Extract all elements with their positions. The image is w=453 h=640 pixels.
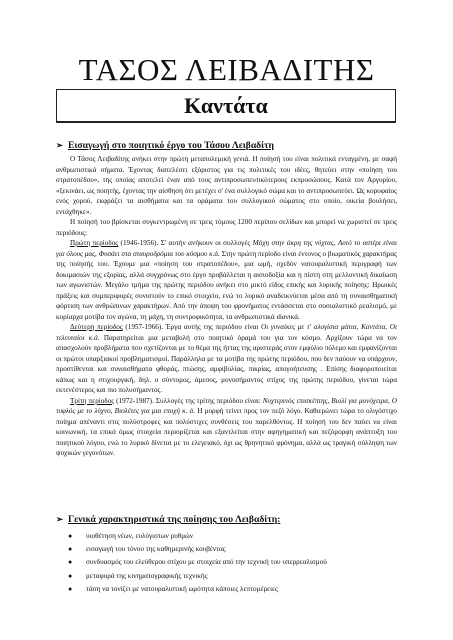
section-heading-intro-text: Εισαγωγή στο ποιητικό έργο του Τάσου Λειβαδίτη	[68, 140, 275, 151]
period-2-text: Παρατηρείται μια μεταβολή στο ποιητικό όραμά του για τον κόσμο. Αρχίζουν τώρα να τον απασχολούν προβλήματα που σχετίζονται με το θέμα της ήττας της αριστεράς στον εμφύλιο πόλεμο και εμφανίζονται οι πρώτοι υπαρξιακοί προβληματισμοί. Παράλληλα με τα μοτίβα της πρώτης περιόδου, που δεν παύουν να υπάρχουν, προστίθενται και συναισθήματα φθοράς, πτώσης, αμφιβολίας, πικρίας, απογοήτευσης . Επίσης διαφοροποιείται κάπως και η στιχουργική, δηλ. ο σύντομος, άμεσος, μονοσήμαντος στίχος της πρώτης περιόδου, γίνεται τώρα εκτενέστερος και πιο πολυσήμαντος.	[56, 333, 397, 394]
period-1-text: Στην πρώτη περίοδο είναι έντονος ο βιωματικός χαρακτήρας της ποίησής του. Έχουμε μια «ποίηση του στρατοπέδου», μια ωμή, σχεδόν νατουραλιστική περιγραφή των δοκιμασιών της εξορίας, αλλά συγχρόνως στο έργο προβάλλεται η αισιοδοξία και η πίστη στη μελλοντική δικαίωση των αγωνιστών. Μεγάλο τμήμα της πρώτης περιόδου ανήκει στο μικτό είδος επικής και λυρικής ποίησης: Ηρωικές πράξεις και συμπεριφορές συνιστούν το επικό στοιχείο, ενώ το λυρικό αναδεικνύεται μέσα από τη συναισθηματική φόρτιση των ανθρώπινων χαρακτήρων. Από την άποψη του φρονήματος εντάσσεται στο σοσιαλιστικό ρεαλισμό, με κυρίαρχα μοτίβα τον αγώνα, τη μάχη, τη συντροφικότητα, τα ανθρωπιστικά ιδανικά.	[56, 249, 397, 321]
section-heading-characteristics-text: Γενικά χαρακτηριστικά της ποίησης του Λειβαδίτη:	[68, 514, 281, 525]
list-item	[56, 583, 397, 596]
bullet-dot-icon: ●	[68, 532, 73, 540]
paragraph-intro: Ο Τάσος Λειβαδίτης ανήκει στην πρώτη μεταπολεμική γενιά. Η ποίησή του είναι πολιτικά ενταγμένη, με σαφή ανθρωπιστικά σήματα. Έχοντας διατελέσει εξόριστος για τις πολιτικές του ιδέες, θητεύει στην «ποίηση του στρατοπέδου», της οποίας αποτελεί έναν από τους αντιπροσωπευτικότερους εκπροσώπους. Κατά τον Αργυρίου, «ξεκινάει, ως ποιητής, έχοντας την αίσθηση ότι μετέχει σ' ένα συλλογικό σώμα και το αντιπροσωπεύει. Ως κορυφαίος ενός χορού, εκφράζει τα αισθήματα και τα οράματα του συλλογικού σώματος στο οποίο, οικεία βουλήσει, εντάχθηκε».	[56, 155, 397, 216]
list-item	[56, 543, 397, 556]
bullet-dot-icon: ●	[68, 545, 73, 554]
arrow-bullet-icon: ➢	[56, 141, 64, 150]
period-3-years: (1972-1987). Συλλογές της τρίτης περιόδου είναι:	[114, 396, 263, 405]
author-name: ΤΑΣΟΣ ΛΕΙΒΑΔΙΤΗΣ	[78, 52, 375, 87]
list-item-text: τάση να τονίζει με νατουραλιστική ωμότητα κάποιες λεπτομέρειες	[86, 584, 278, 593]
bullet-dot-icon: ●	[68, 571, 73, 580]
paragraph-period-3	[56, 396, 397, 459]
section-body-intro	[56, 154, 397, 459]
section-heading-intro	[56, 140, 274, 152]
list-item	[56, 570, 397, 583]
paragraph-periods-overview: Η ποίησή του βρίσκεται συγκεντρωμένη σε τρεις τόμους 1200 περίπου σελίδων και μπορεί να χωριστεί σε τρεις περιόδους:	[56, 218, 397, 237]
paragraph-period-2	[56, 322, 397, 396]
list-item	[56, 530, 397, 543]
document-title-box	[56, 89, 396, 123]
list-item-text: μεταφορά της κινηματογραφικής τεχνικής	[86, 571, 208, 580]
bullet-dot-icon: ●	[68, 584, 73, 593]
period-1-works: Μάχη στην άκρη της νύχτας, Αυτό το αστέρι είναι για όλους μας, Φυσάει στα σταυροδρόμια του κόσμου κ.ά.	[56, 239, 398, 258]
document-title: Καντάτα	[184, 93, 268, 118]
list-item	[56, 556, 397, 569]
period-1-label: Πρώτη περίοδος	[70, 239, 119, 247]
list-item-text: υιοθέτηση νέων, ευλύγιστων ρυθμών	[86, 532, 194, 540]
section-heading-characteristics	[56, 514, 280, 526]
paragraph-period-1	[56, 238, 397, 322]
period-2-label: Δεύτερη περίοδος	[70, 323, 123, 331]
period-3-text: Η μορφή τείνει προς τον πεζό λόγο. Καθιερώνει τώρα το ολιγόστιχο ποίημα απέναντι στις πολύστροφες και πολύστιχες συνθέσεις του παρελθόντος. Η ποίησή του δεν παύει να είναι κοινωνική, τα επικά όμως στοιχεία περιορίζεται και εξαντλείται στην αφηγηματική και πεζόμορφη ανάπτυξη του ποιητικού λόγου, ενώ το λυρικό δίνεται με το ελεγειακό, όχι ως θρηνητικό φρόνημα, αλλά ως τραγική σύλληψη των ψυχικών γεγονότων.	[56, 407, 397, 457]
characteristics-list	[56, 530, 397, 596]
period-3-label: Τρίτη περίοδος	[70, 396, 115, 405]
list-item-text: εισαγωγή του τόνου της καθημερινής κουβέντας	[86, 545, 226, 554]
bullet-dot-icon: ●	[68, 558, 73, 567]
arrow-bullet-icon: ➢	[56, 515, 64, 524]
period-3-works: Νυχτερινός επισκέπτης, Βιολί για μονόχειρα, Ο τυφλός με το λύχνο, Βιολέτες για μια εποχή κ. ά.	[56, 396, 397, 415]
list-item-text: συνδυασμός του ελεύθερου στίχου με στοιχεία από την τεχνική του υπερρεαλισμού	[86, 558, 327, 567]
period-1-years: (1946-1956). Σ' αυτήν ανήκουν οι συλλογές	[118, 239, 253, 247]
period-2-works: Οι γυναίκες με τ' αλογίσια μάτια, Καντάτα, Οι τελευταίοι κ.ά.	[56, 323, 397, 342]
period-2-years: (1957-1966). Έργα αυτής της περιόδου είναι	[122, 323, 262, 331]
